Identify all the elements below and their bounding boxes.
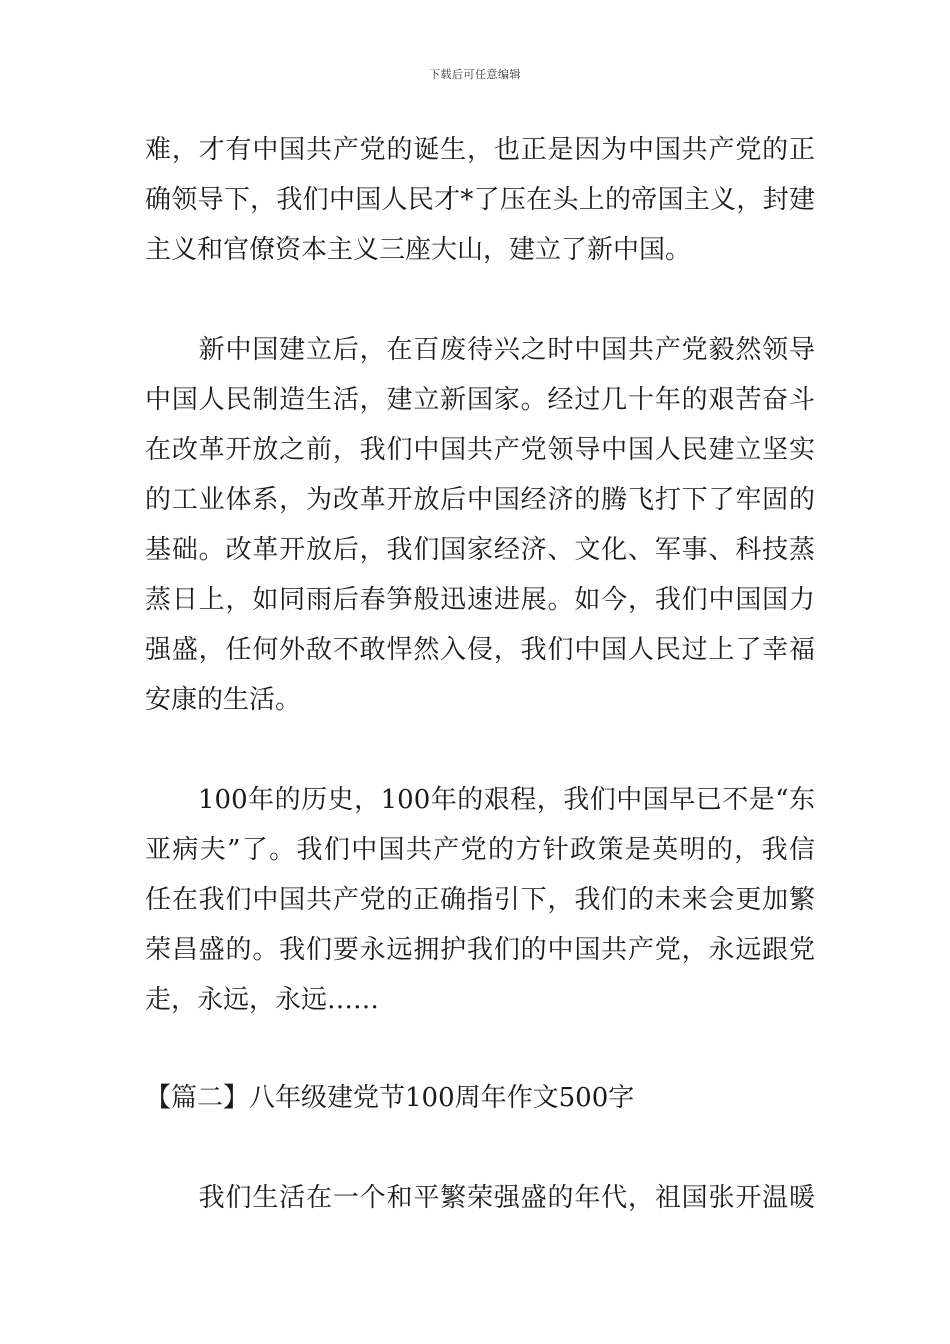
paragraph-line: 难，才有中国共产党的诞生，也正是因为中国共产党的正 <box>145 135 815 165</box>
paragraph-line: 在改革开放之前，我们中国共产党领导中国人民建立坚实 <box>145 435 815 465</box>
paragraph-line: 基础。改革开放后，我们国家经济、文化、军事、科技蒸 <box>145 535 815 565</box>
page-header: 下载后可任意编辑 <box>429 68 521 81</box>
paragraph-line: 的工业体系，为改革开放后中国经济的腾飞打下了牢固的 <box>145 485 815 515</box>
paragraph-line: 强盛，任何外敌不敢悍然入侵，我们中国人民过上了幸福 <box>145 635 815 665</box>
paragraph-line: 荣昌盛的。我们要永远拥护我们的中国共产党，永远跟党 <box>145 935 815 965</box>
section-heading: 【篇二】八年级建党节100周年作文500字 <box>145 1083 635 1113</box>
paragraph-line: 确领导下，我们中国人民才*了压在头上的帝国主义，封建 <box>145 185 815 215</box>
paragraph-line: 主义和官僚资本主义三座大山，建立了新中国。 <box>145 235 692 265</box>
paragraph-line: 我们生活在一个和平繁荣强盛的年代，祖国张开温暖 <box>145 1183 815 1213</box>
paragraph-line: 100年的历史，100年的艰程，我们中国早已不是“东 <box>145 785 815 815</box>
paragraph-line: 走，永远，永远…… <box>145 985 380 1015</box>
paragraph-line: 亚病夫”了。我们中国共产党的方针政策是英明的，我信 <box>145 835 815 865</box>
paragraph-line: 安康的生活。 <box>145 685 302 715</box>
paragraph-line: 中国人民制造生活，建立新国家。经过几十年的艰苦奋斗 <box>145 385 815 415</box>
paragraph-line: 任在我们中国共产党的正确指引下，我们的未来会更加繁 <box>145 885 815 915</box>
paragraph-line: 新中国建立后，在百废待兴之时中国共产党毅然领导 <box>145 335 815 365</box>
paragraph-line: 蒸日上，如同雨后春笋般迅速进展。如今，我们中国国力 <box>145 585 815 615</box>
